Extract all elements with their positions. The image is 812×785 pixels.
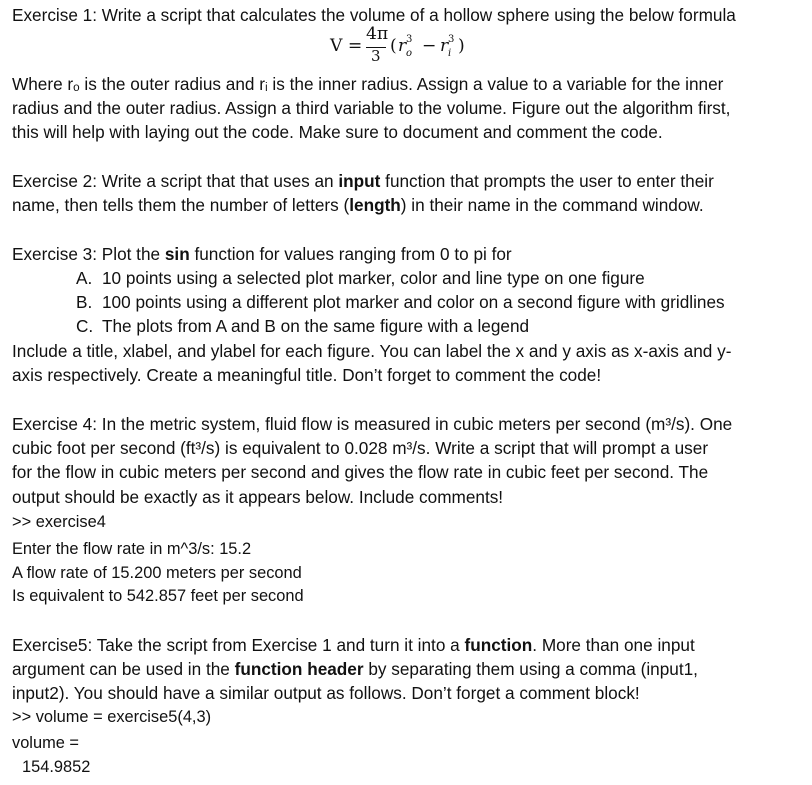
formula-exp-inner: 3 <box>448 34 455 45</box>
ex2-text: ) in their name in the command window. <box>400 195 704 215</box>
formula-numerator: 4π <box>366 24 389 44</box>
ex5-line-2 <box>12 658 698 680</box>
ex5-text: argument can be used in the <box>12 659 235 679</box>
ex4-code-line: >> exercise4 <box>12 513 106 531</box>
ex1-line-4: this will help with laying out the code. Make sure to document and comment the code. <box>12 122 663 142</box>
ex1-line-2: Where rₒ is the outer radius and rᵢ is the inner radius. Assign a value to a variable for the inner <box>12 74 724 94</box>
ex2-text: function that prompts the user to enter their <box>380 171 714 191</box>
ex4-line-4: output should be exactly as it appears below. Include comments! <box>12 487 504 507</box>
ex1-line-3: radius and the outer radius. Assign a third variable to the volume. Figure out the algorithm first, <box>12 98 731 118</box>
ex3-item-b-text: 100 points using a different plot marker and color on a second figure with gridlines <box>102 292 725 312</box>
ex3-item-c-text: The plots from A and B on the same figure with a legend <box>102 316 530 336</box>
formula-exp-outer: 3 <box>406 34 413 45</box>
ex5-text: Exercise5: Take the script from Exercise 1 and turn it into a <box>12 635 465 655</box>
ex3-item-b-marker: B. <box>76 292 93 312</box>
ex1-line-1: Exercise 1: Write a script that calculates the volume of a hollow sphere using the below formula <box>12 5 736 25</box>
formula-sub-outer: o <box>406 48 413 59</box>
ex2-text: Exercise 2: Write a script that that uses an <box>12 171 339 191</box>
ex4-code-line: A flow rate of 15.200 meters per second <box>12 564 302 582</box>
ex4-code-line: Enter the flow rate in m^3/s: 15.2 <box>12 540 252 558</box>
ex2-keyword-input: input <box>338 171 381 191</box>
ex5-keyword-function-header: function header <box>234 659 364 679</box>
ex2-text: name, then tells them the number of letters ( <box>12 195 350 215</box>
ex2-line-2 <box>12 194 704 216</box>
ex3-line-2: Include a title, xlabel, and ylabel for each figure. You can label the x and y axis as x-axis and y- <box>12 341 732 361</box>
ex5-line-3: input2). You should have a similar output as follows. Don’t forget a comment block! <box>12 683 640 703</box>
ex3-text: function for values ranging from 0 to pi for <box>189 244 512 264</box>
ex2-line-1 <box>12 170 714 192</box>
formula-lhs: V = <box>330 36 363 56</box>
ex3-item-a-marker: A. <box>76 268 93 288</box>
formula-sub-inner: i <box>448 48 452 59</box>
formula-r-outer: r <box>398 36 407 56</box>
formula-r-inner: r <box>440 36 449 56</box>
ex3-line-1 <box>12 243 512 265</box>
ex3-keyword-sin: sin <box>164 244 190 264</box>
ex3-line-3: axis respectively. Create a meaningful title. Don’t forget to comment the code! <box>12 365 602 385</box>
formula-paren-open: ( <box>390 36 397 56</box>
volume-formula <box>330 24 520 68</box>
ex5-text: . More than one input <box>532 635 695 655</box>
ex5-code-output: 154.9852 <box>22 758 91 776</box>
ex3-item-a-text: 10 points using a selected plot marker, color and line type on one figure <box>102 268 645 288</box>
ex4-line-2: cubic foot per second (ft³/s) is equivalent to 0.028 m³/s. Write a script that will prompt a user <box>12 438 709 458</box>
ex4-line-1: Exercise 4: In the metric system, fluid flow is measured in cubic meters per second (m³/s). One <box>12 414 733 434</box>
formula-denominator: 3 <box>371 47 381 65</box>
ex2-keyword-length: length <box>349 195 401 215</box>
formula-paren-close: ) <box>458 36 465 56</box>
ex3-item-c-marker: C. <box>76 316 94 336</box>
ex5-code-line: volume = <box>12 734 79 752</box>
ex3-text: Exercise 3: Plot the <box>12 244 165 264</box>
ex5-code-line: >> volume = exercise5(4,3) <box>12 708 212 726</box>
ex5-line-1 <box>12 634 695 656</box>
ex5-text: by separating them using a comma (input1, <box>363 659 698 679</box>
ex5-keyword-function: function <box>464 635 533 655</box>
ex4-code-line: Is equivalent to 542.857 feet per second <box>12 587 304 605</box>
ex4-line-3: for the flow in cubic meters per second and gives the flow rate in cubic feet per second. The <box>12 462 709 482</box>
formula-minus: − <box>422 36 437 56</box>
